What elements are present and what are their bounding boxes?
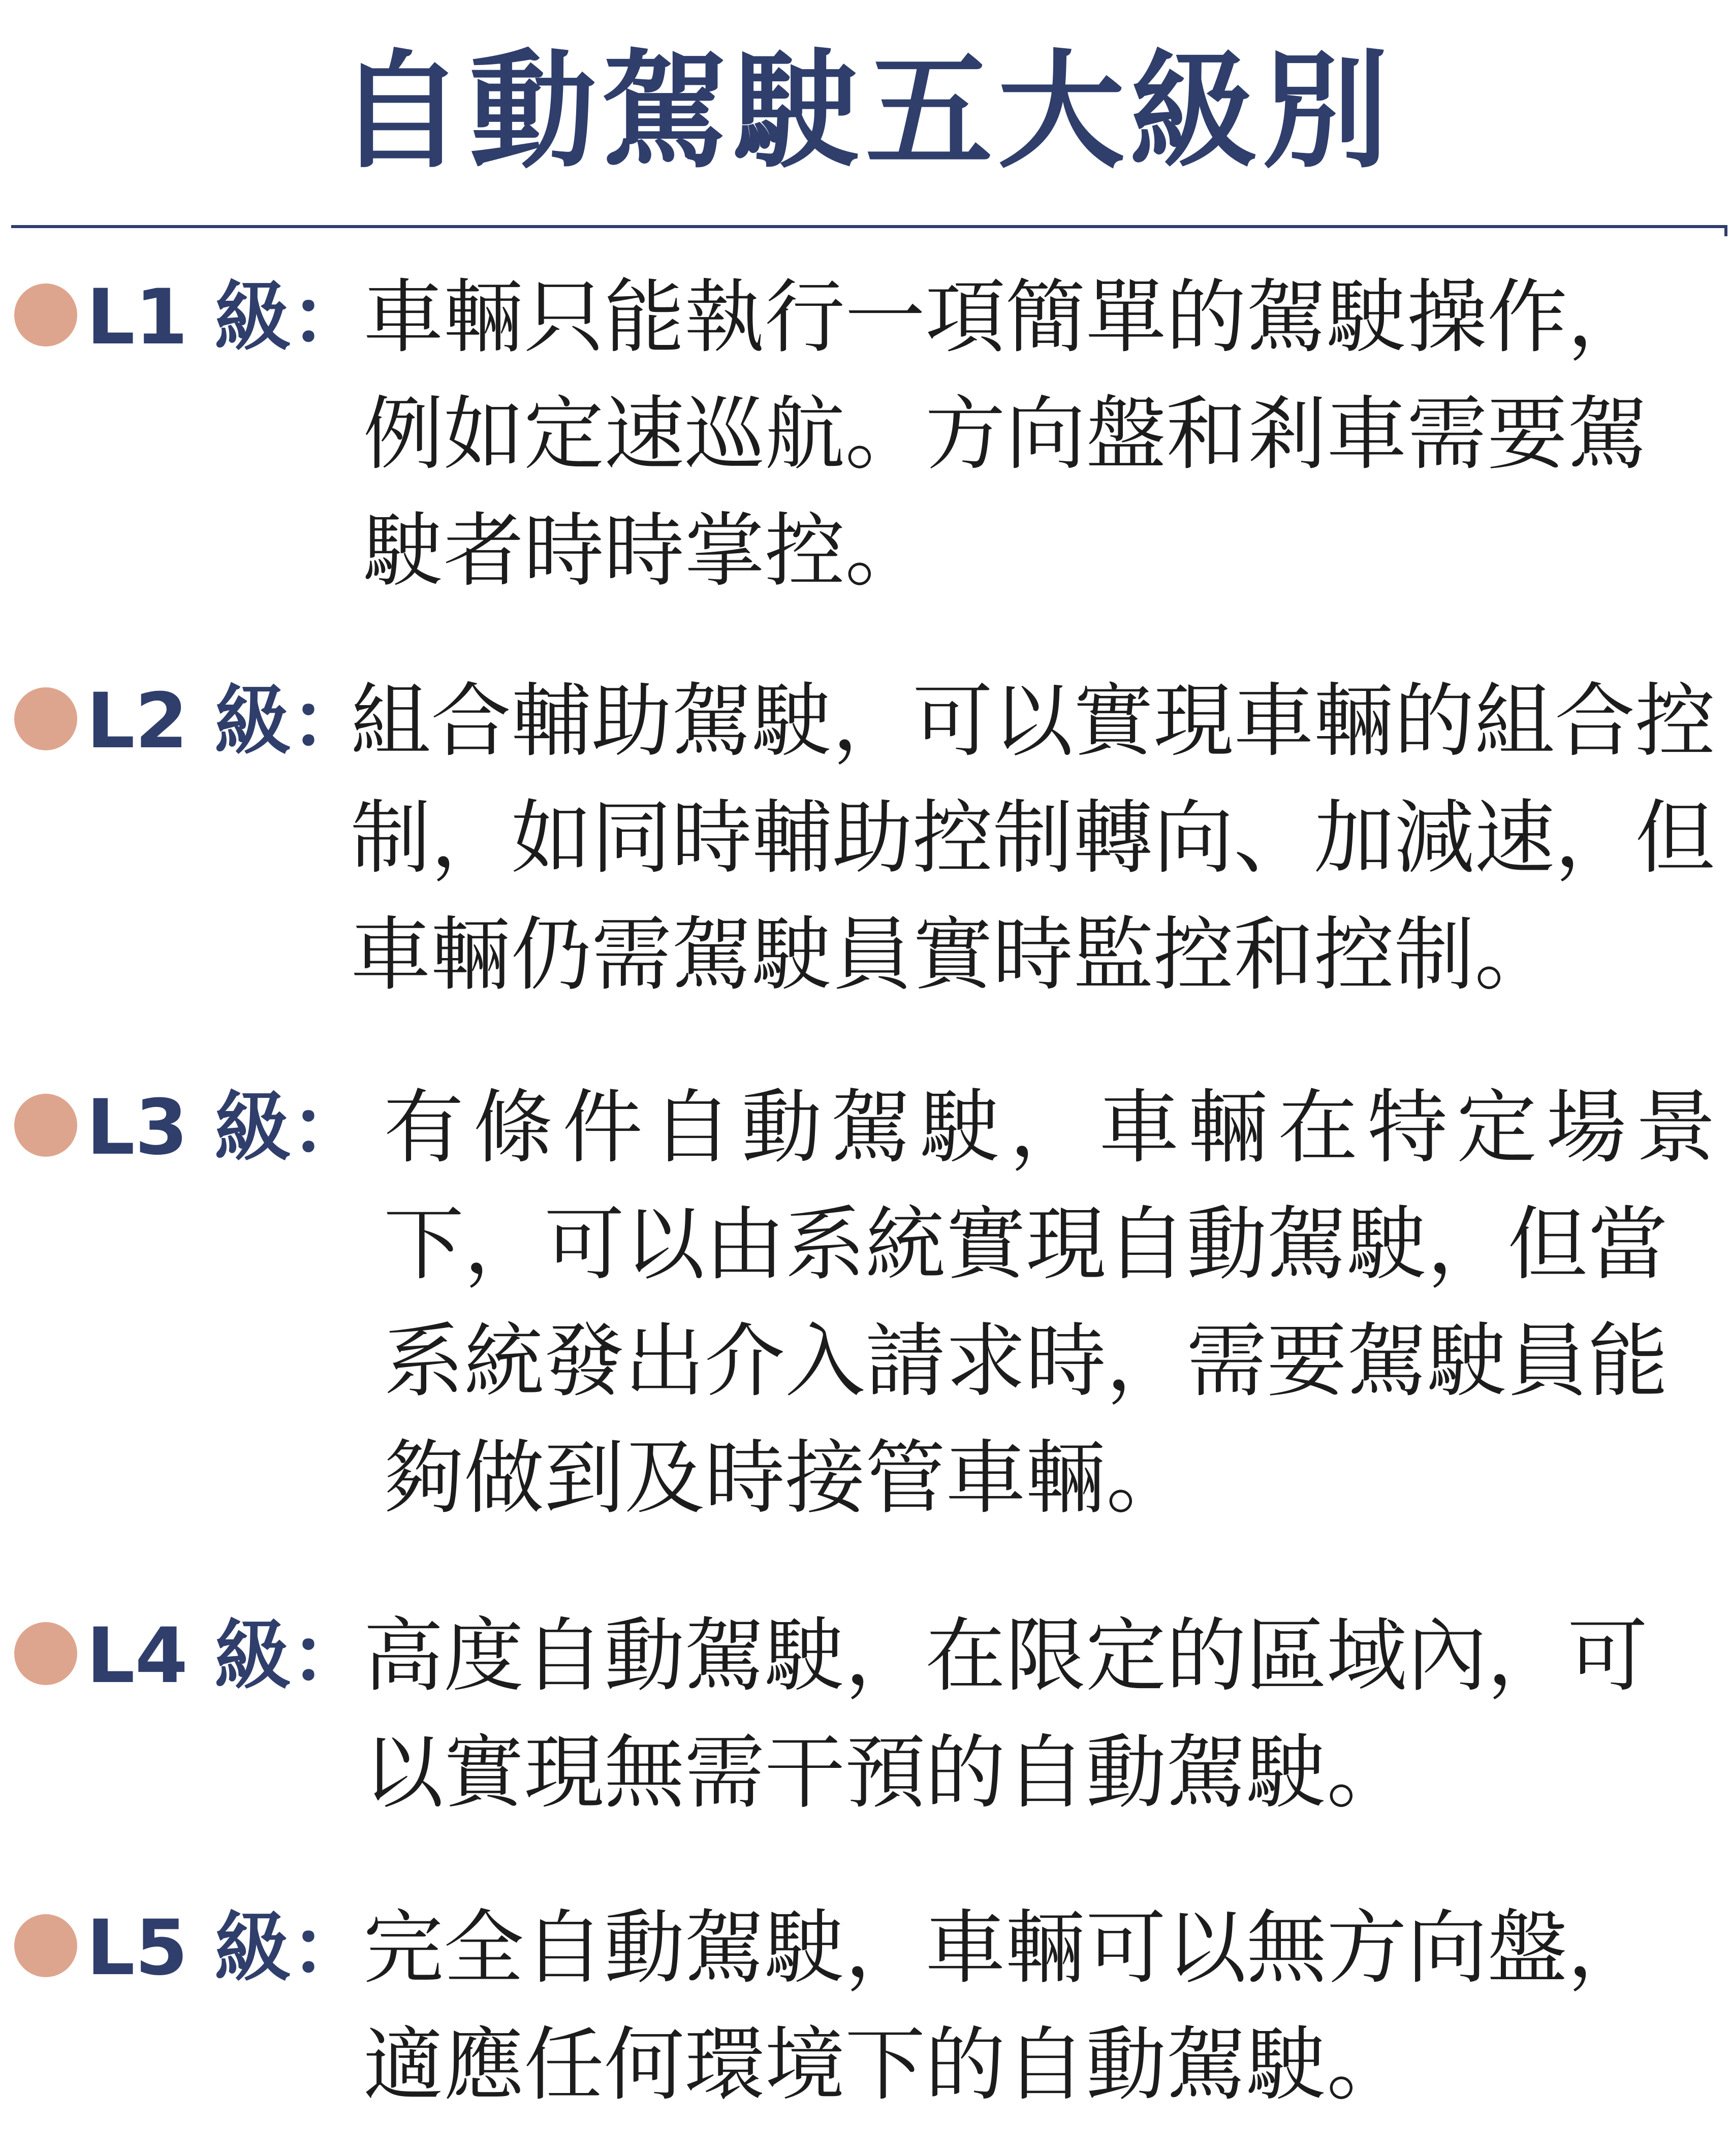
level-description <box>363 1890 1648 2123</box>
description-line: 組合輔助駕駛，可以實現車輛的組合控 <box>351 675 1715 768</box>
level-label: L2 級： <box>86 677 367 766</box>
description-line: 制，如同時輔助控制轉向、加減速，但 <box>351 791 1715 885</box>
description-line: 車輛仍需駕駛員實時監控和控制。 <box>351 908 1555 1002</box>
level-label: L5 級： <box>86 1904 367 1992</box>
description-line: 高度自動駕駛，在限定的區域內，可 <box>363 1609 1648 1703</box>
bullet-dot <box>14 1622 77 1685</box>
level-label: L1 級： <box>86 273 367 362</box>
bullet-dot <box>14 283 77 346</box>
description-line: 以實現無需干預的自動駕駛。 <box>363 1726 1407 1820</box>
description-line: 下，可以由系統實現自動駕駛，但當 <box>384 1198 1668 1291</box>
description-line: 適應任何環境下的自動駕駛。 <box>363 2018 1407 2112</box>
title-divider <box>11 225 1727 228</box>
description-line: 有條件自動駕駛，車輛在特定場景 <box>384 1081 1725 1175</box>
level-description <box>363 1598 1648 1831</box>
level-description <box>384 1069 1725 1537</box>
bullet-dot <box>14 687 77 750</box>
description-line: 夠做到及時接管車輛。 <box>384 1432 1186 1525</box>
description-line: 例如定速巡航。方向盤和剎車需要駕 <box>363 388 1648 481</box>
level-label: L3 級： <box>86 1084 367 1172</box>
bullet-dot <box>14 1914 77 1977</box>
description-line: 完全自動駕駛，車輛可以無方向盤， <box>363 1901 1648 1995</box>
title-divider-end <box>1724 225 1727 236</box>
description-line: 車輛只能執行一項簡單的駕駛操作， <box>363 271 1648 364</box>
description-line: 駛者時時掌控。 <box>363 504 925 598</box>
description-line: 系統發出介入請求時，需要駕駛員能 <box>384 1315 1668 1408</box>
level-description <box>351 663 1715 1013</box>
page-title: 自動駕駛五大級別 <box>337 38 1394 185</box>
bullet-dot <box>14 1094 77 1157</box>
level-description <box>363 259 1648 610</box>
level-label: L4 級： <box>86 1612 367 1700</box>
